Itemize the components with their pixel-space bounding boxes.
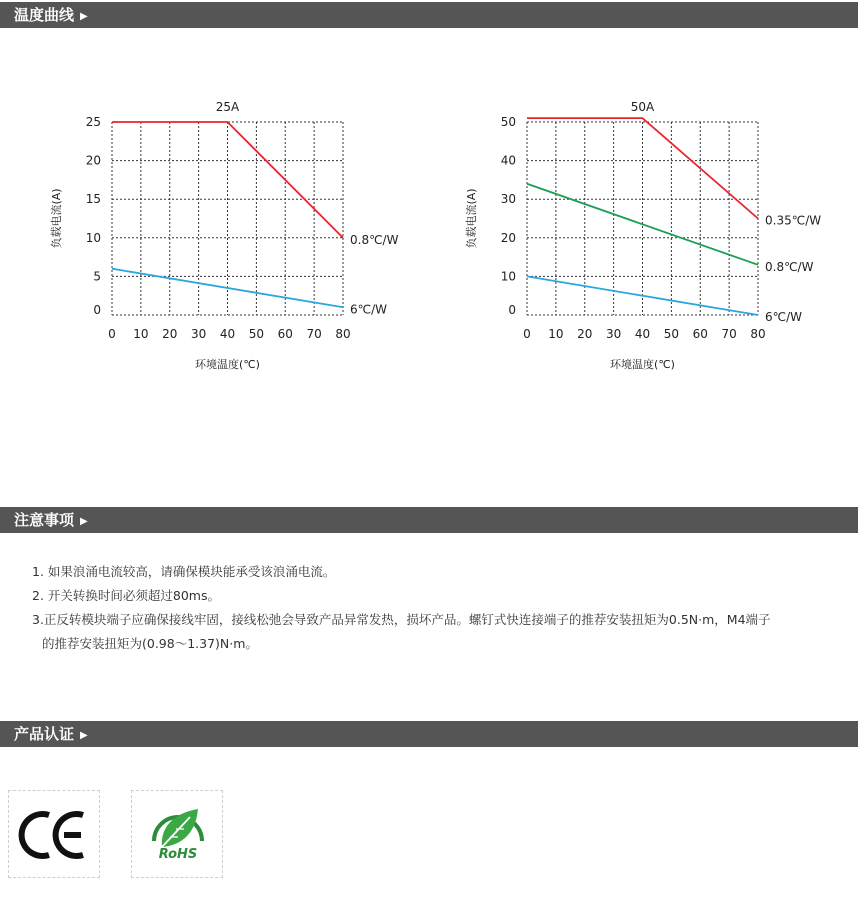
caret-right-icon: ▶: [80, 730, 88, 741]
x-tick-label: 70: [306, 327, 322, 341]
notes-list: [32, 560, 842, 656]
y-tick-label: 25: [85, 115, 101, 129]
chart-title: 50A: [630, 100, 655, 114]
y-tick-label: 10: [500, 269, 516, 284]
y-tick-label: 0: [93, 303, 101, 317]
note-item: 2. 开关转换时间必须超过80ms。: [32, 588, 220, 603]
x-tick-label: 10: [133, 327, 149, 341]
y-tick-label: 30: [500, 192, 516, 207]
x-tick-label: 60: [692, 327, 708, 341]
rohs-certification: [131, 790, 223, 878]
x-axis-label: 环境温度(℃): [195, 358, 260, 371]
x-tick-label: 60: [277, 327, 293, 341]
y-axis-label: 负载电流(A): [465, 188, 478, 249]
y-tick-label: 20: [500, 230, 516, 245]
y-tick-label: 20: [85, 153, 101, 168]
x-tick-label: 40: [634, 327, 651, 341]
section-header-notes: [0, 507, 858, 533]
x-tick-label: 70: [721, 327, 737, 341]
section-title: 产品认证: [14, 725, 75, 743]
y-axis-label: 负载电流(A): [50, 188, 63, 249]
chart-25a: [40, 95, 420, 385]
ce-mark-icon: [9, 791, 101, 879]
chart-title: 25A: [215, 100, 240, 114]
y-tick-label: 5: [93, 269, 101, 284]
series-label: 6℃/W: [765, 310, 803, 324]
x-tick-label: 0: [523, 327, 531, 341]
y-tick-label: 15: [85, 192, 101, 207]
x-tick-label: 0: [108, 327, 116, 341]
caret-right-icon: ▶: [80, 516, 88, 527]
x-tick-label: 20: [162, 327, 178, 341]
rohs-leaf-icon: [132, 791, 224, 879]
series-label: 6℃/W: [350, 302, 388, 317]
chart-50a: [455, 95, 855, 385]
section-title: 温度曲线: [14, 6, 75, 24]
y-tick-label: 50: [500, 115, 516, 129]
x-tick-label: 80: [750, 327, 766, 341]
section-title: 注意事项: [14, 511, 75, 529]
rohs-label: RoHS: [158, 847, 198, 862]
section-header-certification: [0, 721, 858, 747]
x-axis-label: 环境温度(℃): [610, 358, 675, 371]
x-tick-label: 20: [577, 327, 593, 341]
section-header-temperature-curve: [0, 2, 858, 28]
caret-right-icon: ▶: [80, 11, 88, 22]
note-item: 的推荐安装扭矩为(0.98～1.37)N·m。: [42, 636, 258, 651]
note-item: 1. 如果浪涌电流较高，请确保模块能承受该浪涌电流。: [32, 564, 336, 579]
x-tick-label: 10: [548, 327, 564, 341]
x-tick-label: 30: [605, 327, 622, 341]
y-tick-label: 0: [508, 303, 516, 317]
x-tick-label: 80: [335, 327, 351, 341]
x-tick-label: 40: [219, 327, 236, 341]
series-label: 0.35℃/W: [765, 213, 822, 228]
ce-certification: [8, 790, 100, 878]
x-tick-label: 50: [248, 327, 265, 341]
series-label: 0.8℃/W: [350, 232, 399, 247]
note-item: 3.正反转模块端子应确保接线牢固，接线松弛会导致产品异常发热，损坏产品。螺钉式快连接端子的推荐安装扭矩为0.5N·m，M4端子: [32, 612, 771, 627]
y-tick-label: 40: [500, 153, 516, 168]
x-tick-label: 50: [663, 327, 680, 341]
y-tick-label: 10: [85, 230, 101, 245]
series-label: 0.8℃/W: [765, 259, 814, 274]
x-tick-label: 30: [190, 327, 207, 341]
